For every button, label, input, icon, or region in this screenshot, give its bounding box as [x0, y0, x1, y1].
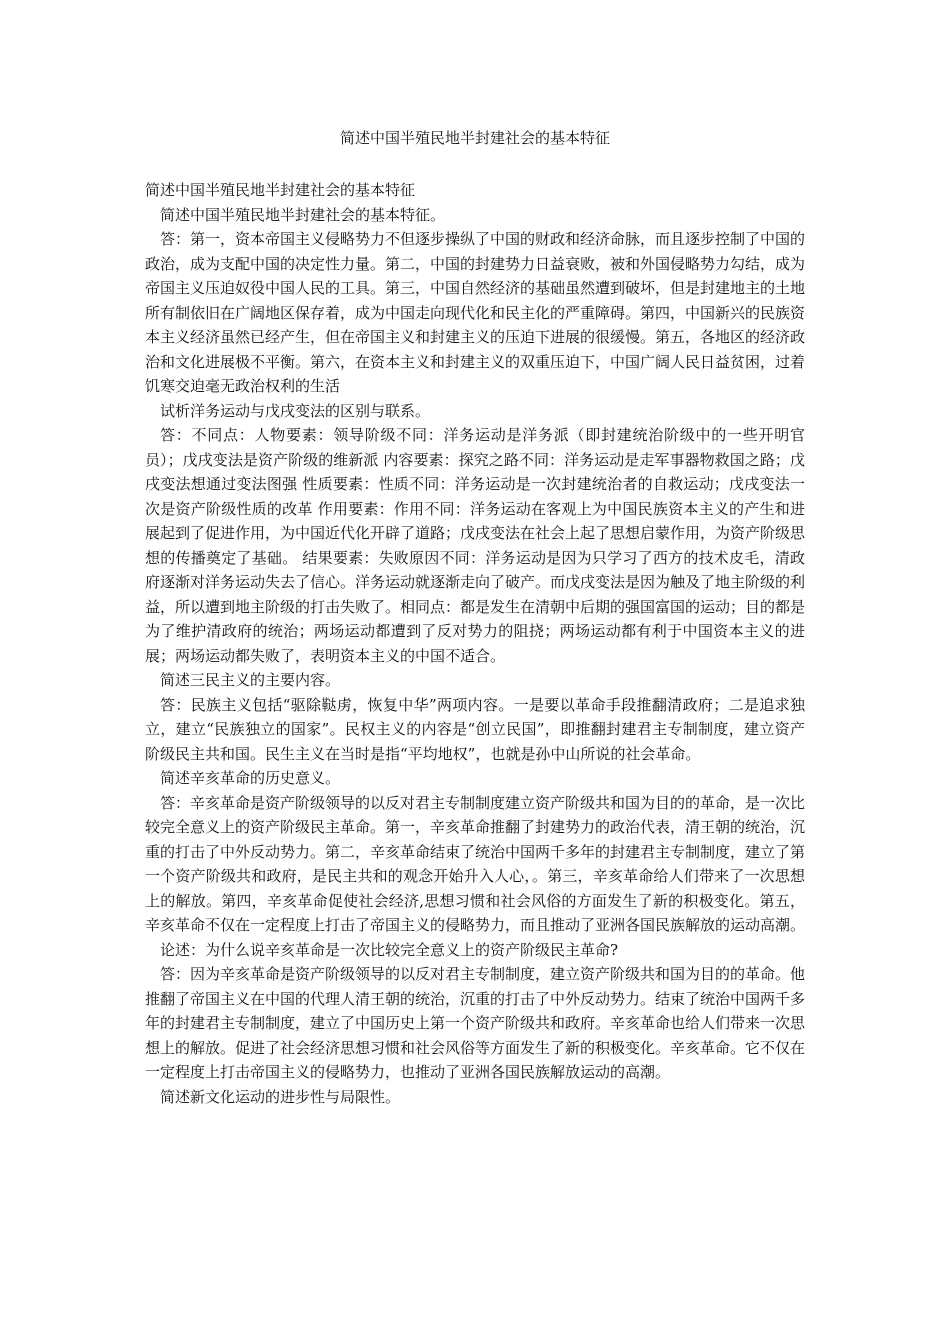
page-title: 简述中国半殖民地半封建社会的基本特征 — [339, 129, 610, 147]
answer-2: 答：不同点：人物要素：领导阶级不同：洋务运动是洋务派（即封建统治阶级中的一些开明官员）；戊戌变法是资产阶级的维新派 内容要素：探究之路不同：洋务运动是走军事器物救国之路；戊戌变法想通过变法图强 性质要素：性质不同：洋务运动是一次封建统治者的自救运动；戊戌变法一次是资产阶级性质的改革 作用要素：作用不同：洋务运动在客观上为中国民族资本主义的产生和进展起到了促进作用，为中国近代化开辟了道路；戊戌变法在社会上起了思想启蒙作用，为资产阶级思想的传播奠定了基础。 结果要素：失败原因不同：洋务运动是因为只学习了西方的技术皮毛，清政府逐渐对洋务运动失去了信心。洋务运动就逐渐走向了破产。而戊戌变法是因为触及了地主阶级的利益，所以遭到地主阶级的打击失败了。相同点：都是发生在清朝中后期的强国富国的运动；目的都是为了维护清政府的统治；两场运动都遭到了反对势力的阻挠；两场运动都有利于中国资本主义的进展；两场运动都失败了，表明资本主义的中国不适合。 — [145, 426, 806, 665]
question-1: 简述中国半殖民地半封建社会的基本特征。 — [160, 205, 446, 224]
answer-1: 答：第一，资本帝国主义侵略势力不但逐步操纵了中国的财政和经济命脉，而且逐步控制了中国的政治，成为支配中国的决定性力量。第二，中国的封建势力日益衰败，被和外国侵略势力勾结，成为帝国主义压迫奴役中国人民的工具。第三，中国自然经济的基础虽然遭到破坏，但是封建地主的土地所有制依旧在广阔地区保存着，成为中国走向现代化和民主化的严重障碍。第四，中国新兴的民族资本主义经济虽然已经产生，但在帝国主义和封建主义的压迫下进展的很缓慢。第五，各地区的经济政治和文化进展极不平衡。第六，在资本主义和封建主义的双重压迫下，中国广阔人民日益贫困，过着饥寒交迫毫无政治权利的生活 — [145, 230, 806, 395]
answer-4: 答：辛亥革命是资产阶级领导的以反对君主专制制度建立资产阶级共和国为目的的革命，是一次比较完全意义上的资产阶级民主革命。第一，辛亥革命推翻了封建势力的政治代表，清王朝的统治，沉重的打击了中外反动势力。第二，辛亥革命结束了统治中国两千多年的封建君主专制制度，建立了第一个资产阶级共和政府，是民主共和的观念开始升入人心，。第三，辛亥革命给人们带来了一次思想上的解放。第四，辛亥革命促使社会经济,思想习惯和社会风俗的方面发生了新的积极变化。第五，辛亥革命不仅在一定程度上打击了帝国主义的侵略势力，而且推动了亚洲各国民族解放的运动高潮。 — [145, 793, 806, 934]
question-5: 论述：为什么说辛亥革命是一次比较完全意义上的资产阶级民主革命? — [160, 940, 619, 959]
answer-3: 答：民族主义包括“驱除鞑虏，恢复中华”两项内容。一是要以革命手段推翻清政府；二是追求独立，建立“民族独立的国家”。民权主义的内容是“创立民国”，即推翻封建君主专制制度，建立资产阶级民主共和国。民生主义在当时是指“平均地权”，也就是孙中山所说的社会革命。 — [145, 695, 805, 763]
question-6: 简述新文化运动的进步性与局限性。 — [160, 1087, 401, 1106]
question-2: 试析洋务运动与戊戌变法的区别与联系。 — [160, 401, 431, 420]
question-3: 简述三民主义的主要内容。 — [160, 671, 341, 689]
document-body — [145, 178, 805, 1109]
answer-5: 答：因为辛亥革命是资产阶级领导的以反对君主专制制度，建立资产阶级共和国为目的的革命。他推翻了帝国主义在中国的代理人清王朝的统治，沉重的打击了中外反动势力。结束了统治中国两千多年的封建君主专制制度，建立了中国历史上第一个资产阶级共和政府。辛亥革命也给人们带来一次思想上的解放。促进了社会经济思想习惯和社会风俗等方面发生了新的积极变化。辛亥革命。它不仅在一定程度上打击帝国主义的侵略势力，也推动了亚洲各国民族解放运动的高潮。 — [145, 965, 806, 1081]
heading: 简述中国半殖民地半封建社会的基本特征 — [145, 181, 416, 199]
question-4: 简述辛亥革命的历史意义。 — [160, 769, 341, 787]
